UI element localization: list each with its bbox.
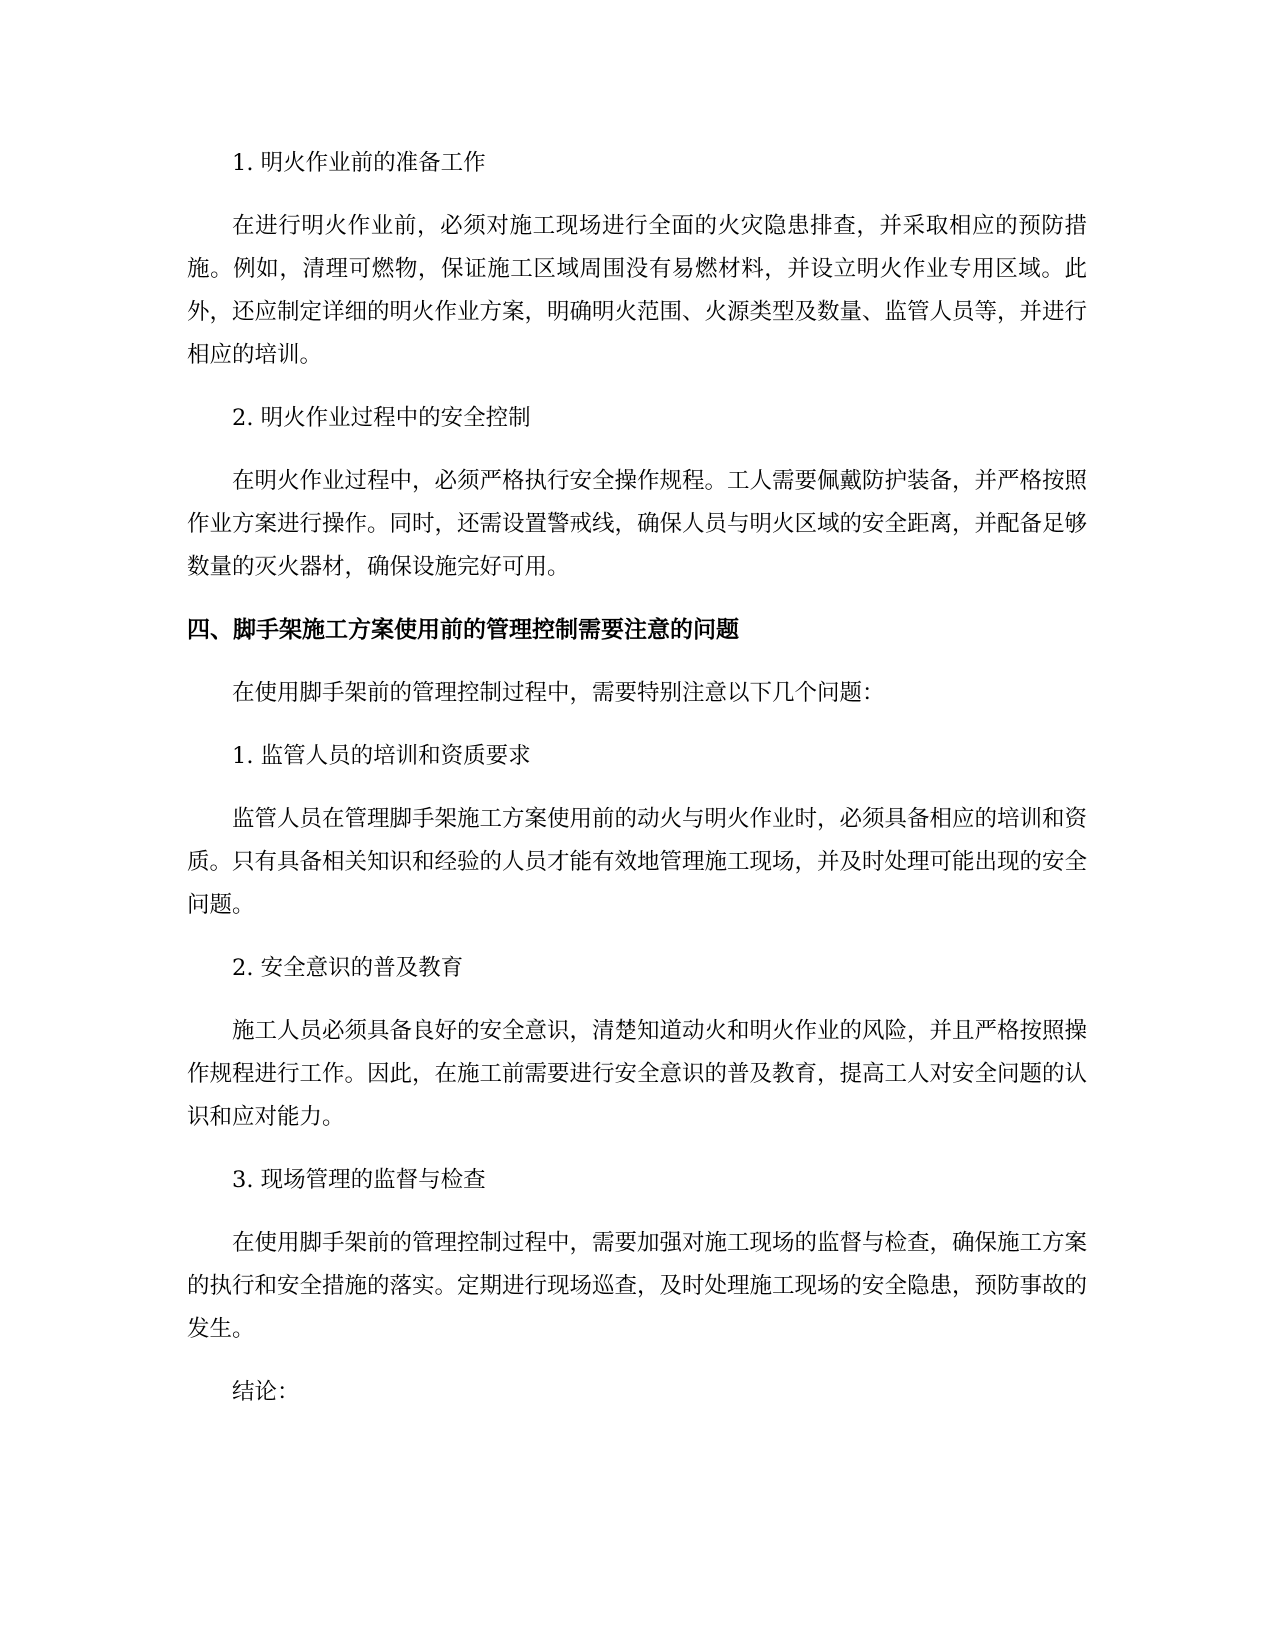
section-heading-scaffold-management: 四、脚手架施工方案使用前的管理控制需要注意的问题 xyxy=(187,617,739,643)
paragraph-supervisor-training: 监管人员在管理脚手架施工方案使用前的动火与明火作业时，必须具备相应的培训和资质。只有具备相关知识和经验的人员才能有效地管理施工现场，并及时处理可能出现的安全问题。 xyxy=(187,806,1088,918)
paragraph-scaffold-intro: 在使用脚手架前的管理控制过程中，需要特别注意以下几个问题： xyxy=(232,680,885,706)
subheading-conclusion: 结论： xyxy=(232,1379,300,1405)
subheading-fire-prep: 1. 明火作业前的准备工作 xyxy=(232,150,486,176)
subheading-fire-safety-control: 2. 明火作业过程中的安全控制 xyxy=(232,405,531,431)
subheading-supervisor-training: 1. 监管人员的培训和资质要求 xyxy=(232,743,531,769)
subheading-safety-awareness: 2. 安全意识的普及教育 xyxy=(232,955,464,981)
paragraph-fire-prep: 在进行明火作业前，必须对施工现场进行全面的火灾隐患排查，并采取相应的预防措施。例如，清理可燃物，保证施工区域周围没有易燃材料，并设立明火作业专用区域。此外，还应制定详细的明火作业方案，明确明火范围、火源类型及数量、监管人员等，并进行相应的培训。 xyxy=(187,213,1088,368)
subheading-site-supervision: 3. 现场管理的监督与检查 xyxy=(232,1167,486,1193)
paragraph-fire-safety-control: 在明火作业过程中，必须严格执行安全操作规程。工人需要佩戴防护装备，并严格按照作业方案进行操作。同时，还需设置警戒线，确保人员与明火区域的安全距离，并配备足够数量的灭火器材，确保设施完好可用。 xyxy=(187,468,1088,580)
paragraph-site-supervision: 在使用脚手架前的管理控制过程中，需要加强对施工现场的监督与检查，确保施工方案的执行和安全措施的落实。定期进行现场巡查，及时处理施工现场的安全隐患，预防事故的发生。 xyxy=(187,1230,1088,1342)
document-body xyxy=(187,143,1087,1434)
paragraph-safety-awareness: 施工人员必须具备良好的安全意识，清楚知道动火和明火作业的风险，并且严格按照操作规程进行工作。因此，在施工前需要进行安全意识的普及教育，提高工人对安全问题的认识和应对能力。 xyxy=(187,1018,1088,1130)
